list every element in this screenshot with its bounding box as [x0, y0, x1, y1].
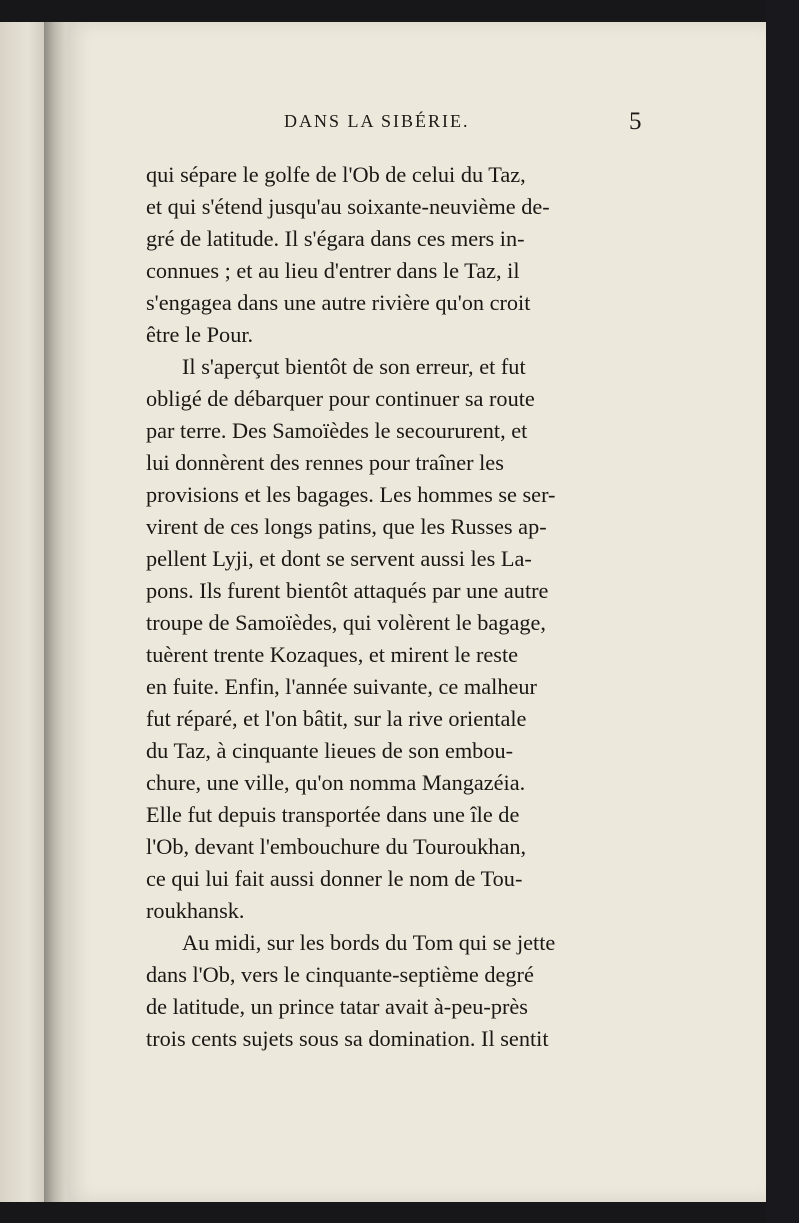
text-line: troupe de Samoïèdes, qui volèrent le bagage,: [146, 610, 546, 635]
text-line: par terre. Des Samoïèdes le secoururent, et: [146, 418, 528, 443]
text-line: roukhansk.: [146, 898, 245, 923]
text-line: Il s'aperçut bientôt de son erreur, et fut: [182, 354, 526, 379]
text-line: Elle fut depuis transportée dans une île de: [146, 802, 520, 827]
text-line: ce qui lui fait aussi donner le nom de Tou-: [146, 866, 523, 891]
text-line: et qui s'étend jusqu'au soixante-neuvième de-: [146, 194, 550, 219]
text-line: qui sépare le golfe de l'Ob de celui du Taz,: [146, 162, 526, 187]
text-line: trois cents sujets sous sa domination. Il sentit: [146, 1026, 549, 1051]
text-line: lui donnèrent des rennes pour traîner les: [146, 450, 504, 475]
text-line: virent de ces longs patins, que les Russes ap-: [146, 514, 547, 539]
text-line: l'Ob, devant l'embouchure du Touroukhan,: [146, 834, 527, 859]
page-number: 5: [629, 108, 642, 135]
page-header: [66, 108, 766, 141]
text-line: s'engagea dans une autre rivière qu'on croit: [146, 290, 531, 315]
text-line: du Taz, à cinquante lieues de son embou-: [146, 738, 514, 763]
scan-border: [766, 0, 799, 1223]
text-line: connues ; et au lieu d'entrer dans le Taz, il: [146, 258, 520, 283]
text-line: tuèrent trente Kozaques, et mirent le reste: [146, 642, 519, 667]
text-line: de latitude, un prince tatar avait à-peu-près: [146, 994, 528, 1019]
text-line: Au midi, sur les bords du Tom qui se jette: [182, 930, 556, 955]
text-line: être le Pour.: [146, 322, 254, 347]
text-line: pons. Ils furent bientôt attaqués par une autre: [146, 578, 549, 603]
text-line: pellent Lyji, et dont se servent aussi les La-: [146, 546, 532, 571]
text-line: provisions et les bagages. Les hommes se ser-: [146, 482, 556, 507]
text-line: chure, une ville, qu'on nomma Mangazéia.: [146, 770, 526, 795]
body-text: [66, 159, 766, 1079]
text-line: en fuite. Enfin, l'année suivante, ce malheur: [146, 674, 537, 699]
text-line: fut réparé, et l'on bâtit, sur la rive orientale: [146, 706, 527, 731]
facing-page-edge: [0, 22, 46, 1202]
text-line: obligé de débarquer pour continuer sa route: [146, 386, 535, 411]
running-head: DANS LA SIBÉRIE.: [284, 111, 470, 131]
text-line: dans l'Ob, vers le cinquante-septième degré: [146, 962, 534, 987]
text-line: gré de latitude. Il s'égara dans ces mers in-: [146, 226, 525, 251]
